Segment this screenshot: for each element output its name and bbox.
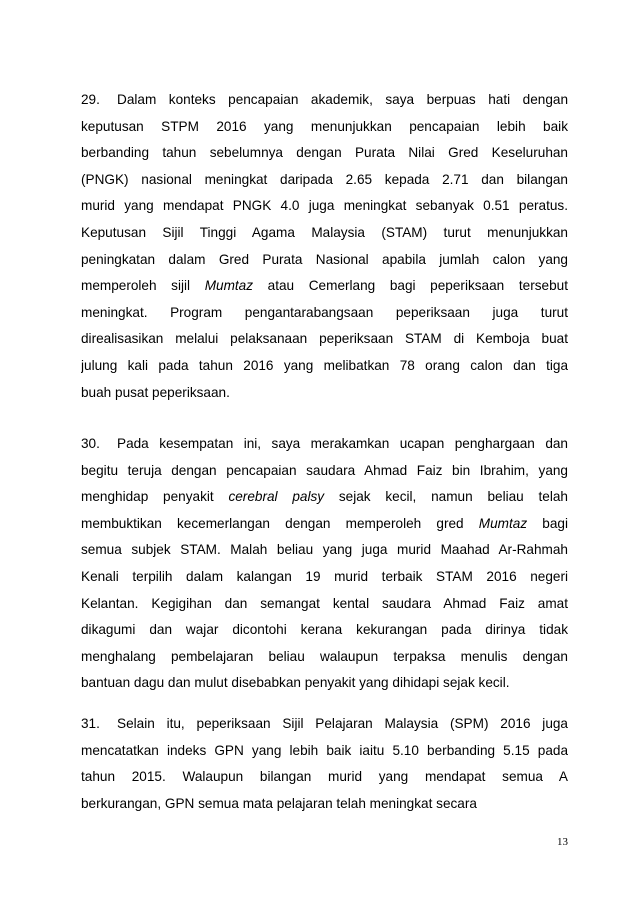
line-text: dikagumi dan wajar dicontohi kerana kekurangan pada dirinya tidak (81, 622, 568, 638)
paragraph-line (81, 273, 568, 300)
line-text: bantuan dagu dan mulut disebabkan penyakit yang dihidapi sejak kecil. (81, 675, 510, 691)
italic-term: Mumtaz (204, 278, 254, 294)
paragraph-line (81, 300, 568, 327)
line-text: mencatatkan indeks GPN yang lebih baik iaitu 5.10 berbanding 5.15 pada (81, 742, 568, 758)
line-text: Kenali terpilih dalam kalangan 19 murid terbaik STAM 2016 negeri (81, 568, 568, 584)
line-text: memperoleh sijil (81, 278, 205, 294)
line-text: atau Cemerlang bagi peperiksaan tersebut (253, 278, 568, 294)
line-text: Selain itu, peperiksaan Sijil Pelajaran Malaysia (SPM) 2016 juga (117, 716, 568, 731)
paragraph-line (81, 591, 568, 618)
line-text: bagi (527, 515, 568, 531)
paragraph-line (81, 511, 568, 538)
paragraph-line (81, 670, 568, 697)
line-text: Pada kesempatan ini, saya merakamkan ucapan penghargaan dan (117, 436, 568, 451)
italic-term: cerebral palsy (228, 489, 325, 505)
line-text: peningkatan dalam Gred Purata Nasional apabila jumlah calon yang (81, 251, 568, 267)
italic-term: Mumtaz (478, 515, 528, 531)
line-text: semua subjek STAM. Malah beliau yang juga murid Maahad Ar-Rahmah (81, 542, 568, 558)
paragraph-29 (81, 87, 568, 406)
paragraph-line (81, 484, 568, 511)
paragraph-line (81, 167, 568, 194)
line-text: menghalang pembelajaran beliau walaupun terpaksa menulis dengan (81, 648, 568, 664)
line-text: membuktikan kecemerlangan dengan memperoleh gred (81, 515, 479, 531)
paragraph-number: 29. (81, 92, 100, 107)
paragraph-line (81, 193, 568, 220)
paragraph-line (81, 644, 568, 671)
line-text: Kelantan. Kegigihan dan semangat kental saudara Ahmad Faiz amat (81, 595, 568, 611)
paragraph-line (81, 431, 568, 458)
line-text: Dalam konteks pencapaian akademik, saya berpuas hati dengan (117, 92, 568, 107)
line-text: tahun 2015. Walaupun bilangan murid yang mendapat semua A (81, 769, 568, 785)
line-text: keputusan STPM 2016 yang menunjukkan pencapaian lebih baik (81, 118, 568, 134)
line-text: berbanding tahun sebelumnya dengan Purata Nilai Gred Keseluruhan (81, 145, 568, 161)
paragraph-line (81, 353, 568, 380)
paragraph-line (81, 247, 568, 274)
line-text: begitu teruja dengan pencapaian saudara Ahmad Faiz bin Ibrahim, yang (81, 462, 568, 478)
paragraph-line (81, 87, 568, 114)
line-text: murid yang mendapat PNGK 4.0 juga meningkat sebanyak 0.51 peratus. (81, 198, 568, 214)
line-text: buah pusat peperiksaan. (81, 384, 230, 400)
paragraph-line (81, 326, 568, 353)
paragraph-line (81, 140, 568, 167)
paragraph-line (81, 220, 568, 247)
paragraph-line (81, 711, 568, 738)
paragraph-line (81, 537, 568, 564)
paragraph-line (81, 114, 568, 141)
paragraph-30 (81, 431, 568, 697)
paragraph-line (81, 738, 568, 765)
line-text: direalisasikan melalui pelaksanaan peperiksaan STAM di Kemboja buat (81, 331, 568, 347)
line-text: sejak kecil, namun beliau telah (324, 489, 568, 505)
paragraph-31 (81, 711, 568, 817)
line-text: julung kali pada tahun 2016 yang melibatkan 78 orang calon dan tiga (81, 357, 568, 373)
paragraph-line (81, 564, 568, 591)
paragraph-line (81, 764, 568, 791)
paragraph-line (81, 380, 568, 407)
line-text: berkurangan, GPN semua mata pelajaran telah meningkat secara (81, 795, 477, 811)
line-text: meningkat. Program pengantarabangsaan peperiksaan juga turut (81, 304, 568, 320)
line-text: menghidap penyakit (81, 489, 229, 505)
paragraph-number: 30. (81, 436, 100, 451)
paragraph-number: 31. (81, 716, 100, 731)
line-text: Keputusan Sijil Tinggi Agama Malaysia (STAM) turut menunjukkan (81, 224, 568, 240)
paragraph-line (81, 791, 568, 818)
paragraph-line (81, 458, 568, 485)
paragraph-line (81, 617, 568, 644)
page-number: 13 (557, 836, 568, 848)
line-text: (PNGK) nasional meningkat daripada 2.65 kepada 2.71 dan bilangan (81, 171, 568, 187)
